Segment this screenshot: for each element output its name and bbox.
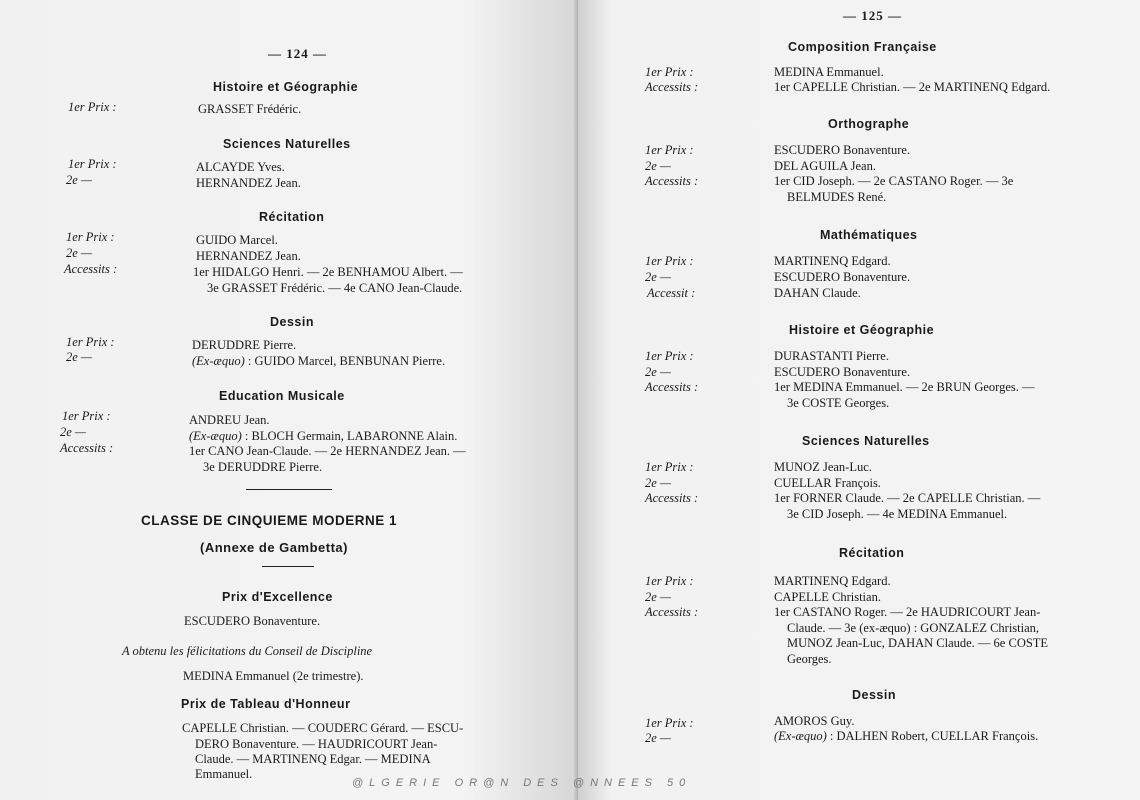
prize-value: ESCUDERO Bonaventure. [774,143,911,157]
heading-histoire-right: Histoire et Géographie [789,323,935,337]
ex-aequo-label: (Ex-æquo) [189,429,242,443]
right-page [578,0,1140,800]
label-accessits: Accessits : [645,605,699,619]
label-second-prize: 2e — [645,270,672,284]
honneur-line: CAPELLE Christian. — COUDERC Gérard. — ESCU- [182,721,464,735]
heading-dessin-right: Dessin [852,688,896,702]
watermark: @LGERIE OR@N DES @NNEES 50 [352,777,692,789]
prize-value: MUNOZ Jean-Luc. [774,460,872,474]
label-second-prize: 2e — [66,350,93,364]
label-first-prize: 1er Prix : [645,574,694,588]
label-second-prize: 2e — [645,731,672,745]
page-number-right: — 125 — [843,8,902,23]
accessit-line: 1er CID Joseph. — 2e CASTANO Roger. — 3e [774,174,1014,188]
label-second-prize: 2e — [66,246,93,260]
honneur-line: Claude. — MARTINENQ Edgar. — MEDINA [195,752,431,766]
honneur-line: Emmanuel. [195,767,253,781]
accessit-line: 3e CID Joseph. — 4e MEDINA Emmanuel. [787,507,1008,521]
prize-value: CAPELLE Christian. [774,590,881,604]
prize-value: ANDREU Jean. [189,413,270,427]
class-title: CLASSE DE CINQUIEME MODERNE 1 [141,513,398,528]
heading-musicale: Education Musicale [219,389,345,403]
accessit-line: 1er CANO Jean-Claude. — 2e HERNANDEZ Jean. — [189,444,466,458]
label-second-prize: 2e — [645,590,672,604]
prize-value [192,354,445,370]
heading-composition: Composition Française [788,40,937,54]
prize-value: DERUDDRE Pierre. [192,338,297,352]
ex-aequo-names: : GUIDO Marcel, BENBUNAN Pierre. [247,354,446,368]
accessit-line: Georges. [787,652,832,666]
accessit-line: 3e COSTE Georges. [787,396,890,410]
label-accessits: Accessits : [645,491,699,505]
prize-value: GUIDO Marcel. [196,233,278,247]
ex-aequo-label: (Ex-æquo) [774,729,827,743]
accessit-line: Claude. — 3e (ex-æquo) : GONZALEZ Christian, [787,621,1040,635]
label-second-prize: 2e — [645,476,672,490]
label-first-prize: 1er Prix : [68,157,117,171]
felicitations-value: MEDINA Emmanuel (2e trimestre). [183,669,364,683]
prize-value [774,729,1038,745]
heading-histoire-left: Histoire et Géographie [213,80,359,94]
prize-value: MEDINA Emmanuel. [774,65,884,79]
separator-rule [246,489,332,490]
heading-orthographe: Orthographe [828,117,910,131]
label-first-prize: 1er Prix : [66,230,115,244]
excellence-value: ESCUDERO Bonaventure. [184,614,321,628]
label-first-prize: 1er Prix : [645,349,694,363]
heading-recitation-right: Récitation [839,546,905,560]
heading-sciences-left: Sciences Naturelles [223,137,351,151]
label-accessits: Accessits : [645,174,699,188]
label-first-prize: 1er Prix : [645,716,694,730]
accessit-line: DAHAN Claude. [774,286,861,300]
honneur-line: DERO Bonaventure. — HAUDRICOURT Jean- [195,737,438,751]
accessit-line: BELMUDES René. [787,190,887,204]
page-number-left: — 124 — [268,46,327,61]
prize-value: GRASSET Frédéric. [198,102,302,116]
separator-rule [262,566,314,567]
accessit-line: 1er FORNER Claude. — 2e CAPELLE Christian. — [774,491,1041,505]
prize-value: CUELLAR François. [774,476,881,490]
label-second-prize: 2e — [66,173,93,187]
heading-maths: Mathématiques [820,228,918,242]
prize-value: ESCUDERO Bonaventure. [774,270,911,284]
heading-honneur: Prix de Tableau d'Honneur [181,697,351,711]
ex-aequo-label: (Ex-æquo) [192,354,245,368]
prize-value: ALCAYDE Yves. [196,160,285,174]
heading-sciences-right: Sciences Naturelles [802,434,930,448]
label-accessits: Accessits : [645,80,699,94]
prize-value [189,429,457,445]
felicitations-text: A obtenu les félicitations du Conseil de Discipline [122,644,373,658]
heading-excellence: Prix d'Excellence [222,590,333,604]
ex-aequo-names: : BLOCH Germain, LABARONNE Alain. [244,429,458,443]
heading-recitation-left: Récitation [259,210,325,224]
label-first-prize: 1er Prix : [645,65,694,79]
label-accessit: Accessit : [647,286,696,300]
label-accessits: Accessits : [645,380,699,394]
accessit-line: 1er MEDINA Emmanuel. — 2e BRUN Georges. — [774,380,1035,394]
prize-value: MARTINENQ Edgard. [774,254,891,268]
accessit-line: 1er CAPELLE Christian. — 2e MARTINENQ Edgard. [774,80,1051,94]
label-first-prize: 1er Prix : [66,335,115,349]
label-second-prize: 2e — [645,365,672,379]
prize-value: AMOROS Guy. [774,714,855,728]
accessit-line: 3e DERUDDRE Pierre. [203,460,323,474]
label-accessits: Accessits : [64,262,118,276]
class-subtitle: (Annexe de Gambetta) [200,540,348,555]
prize-value: HERNANDEZ Jean. [196,176,301,190]
prize-value: DEL AGUILA Jean. [774,159,876,173]
prize-value: ESCUDERO Bonaventure. [774,365,911,379]
prize-value: HERNANDEZ Jean. [196,249,301,263]
prize-value: DURASTANTI Pierre. [774,349,889,363]
accessit-line: 3e GRASSET Frédéric. — 4e CANO Jean-Claude. [207,281,463,295]
heading-dessin-left: Dessin [270,315,314,329]
label-first-prize: 1er Prix : [645,254,694,268]
label-first-prize: 1er Prix : [68,100,117,114]
accessit-line: 1er CASTANO Roger. — 2e HAUDRICOURT Jean- [774,605,1041,619]
accessit-line: MUNOZ Jean-Luc, DAHAN Claude. — 6e COSTE [787,636,1049,650]
label-first-prize: 1er Prix : [62,409,111,423]
prize-value: MARTINENQ Edgard. [774,574,891,588]
ex-aequo-names: : DALHEN Robert, CUELLAR François. [829,729,1039,743]
label-first-prize: 1er Prix : [645,460,694,474]
accessit-line: 1er HIDALGO Henri. — 2e BENHAMOU Albert. — [193,265,463,279]
label-accessits: Accessits : [60,441,114,455]
label-second-prize: 2e — [645,159,672,173]
label-second-prize: 2e — [60,425,87,439]
label-first-prize: 1er Prix : [645,143,694,157]
